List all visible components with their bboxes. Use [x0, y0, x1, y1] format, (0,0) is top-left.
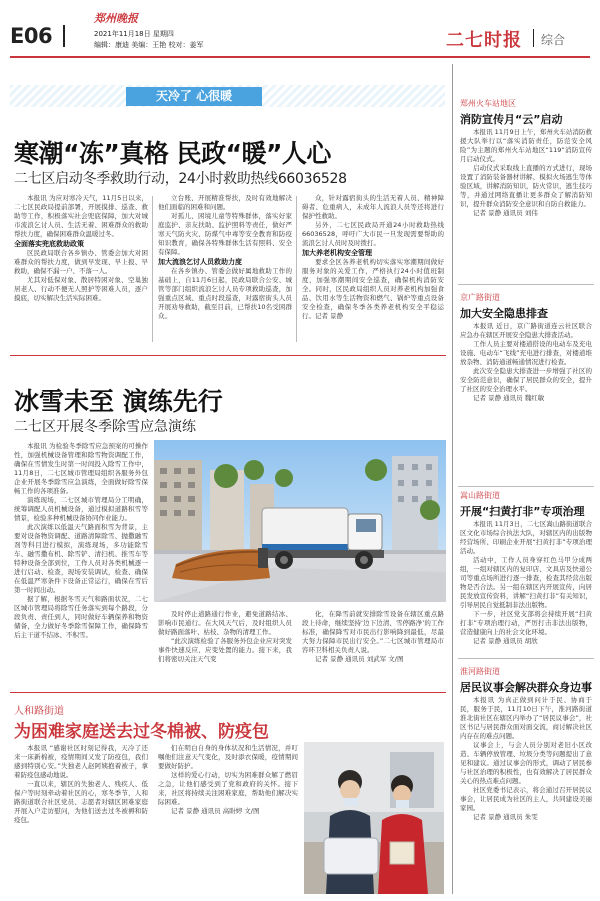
story3-byline: 记者 景静 通讯员 高盼婷 文/图: [171, 807, 260, 815]
sidebar-item4-headline: 居民议事会解决群众身边事: [460, 681, 592, 694]
story2-paragraph: 及时停止道路通行作业，避免道路结冰、影响市民通行。在大风天气后，及时组织人员做好路面落叶、枯枝、杂物的清理工作。: [158, 610, 292, 636]
issue-date: 2021年11月18日 星期四: [94, 30, 174, 38]
sidebar-separator: [458, 284, 594, 285]
sidebar-byline: 记者 景静 通讯员 朱雯: [473, 813, 538, 821]
volunteer-visit-photo: [304, 742, 444, 894]
story3-headline: 为困难家庭送去过冬棉被、防疫包: [14, 722, 269, 742]
story2-column-2: [158, 610, 292, 680]
paper-logo: 郑州晚报: [94, 12, 138, 25]
section-title: 二七时报: [446, 30, 522, 51]
sidebar-item2-headline: 加大安全隐患排查: [460, 307, 548, 320]
story1-subhead: 加大流浪乞讨人员救助力度: [158, 258, 242, 266]
sidebar-item3-headline: 开展“扫黄打非”专项治理: [460, 505, 585, 518]
section-kind: 综合: [541, 33, 566, 47]
page-number-bar: [63, 25, 65, 47]
story2-paragraph: 据了解，根据冬雪天气和路面状况，二七区城市管理局将除雪任务落实到每个路段，分段负责、责任到人，同时做好车辆保养和物资储备，全力做好冬季除雪保障工作，确保降雪后主干道不结冰、不积雪。: [14, 595, 148, 639]
sidebar-item1-headline: 消防宣传月“云”启动: [460, 113, 563, 126]
sidebar-paragraph: 本报讯 11月9日上午，郑州火车站消防救援大队举行以“落实消防责任，防范安全风险”为主题的郑州火车站地区“119”消防宣传月启动仪式。: [460, 128, 592, 163]
story1-paragraph: 对孤儿、困境儿童等特殊群体，落实好家庭监护、亲友扶助、监护照料等责任，做好严寒天气防火灾、防煤气中毒等安全教育和防疫知识教育，确保各特殊群体生活有照料、安全有保障。: [158, 212, 292, 256]
story1-headline: 寒潮“冻”真格 民政“暖”人心: [14, 139, 331, 168]
sidebar-paragraph: 本报讯 为真正做到问计于民、协商于民，服务于民，11月10日下午，淮河路街道淮北街社区在辖区内举办了“居民议事会”，社区书记与居民群众面对面交流，商讨解决社区内存在的难点问题。: [460, 696, 592, 740]
sidebar-paragraph: 社区党委书记表示，将会通过召开居民议事会，让居民成为社区的主人，共同建设美丽家园。: [460, 786, 592, 812]
story2-byline: 记者 景静 通讯员 刘武军 文/图: [315, 655, 404, 663]
section-divider: [533, 29, 534, 47]
story3-column-2: [158, 744, 298, 894]
story2-paragraph: 此次演练以低温天气路面积雪为背景，主要对设备物资调配、道路清障除雪、抛撒融雪剂等科目进行模拟，演练现场，多功能除雪车、融雪撒布机、除雪铲、清扫机、推雪车等特种设备全部到位，工作人员对各类机械逐一进行启动、检查，现场安装调试，检查、确保在低温严寒条件下设备正常运行，确保在雪后第一时间出动。: [14, 523, 148, 594]
story1-subhead: 加大养老机构安全管理: [302, 249, 372, 257]
sidebar-separator: [458, 658, 594, 659]
sidebar-item3-category: 嵩山路街道: [460, 491, 500, 500]
story3-paragraph: 一直以来，辖区的失独老人、残疾人、低保户等时刻牵动着社区的心，寒冬季节，人和路街道联合社区党员、志愿者对辖区困难家庭开展入户走访慰问，为他们送去过冬被褥和防疫包。: [14, 780, 148, 824]
story1-paragraph: 本报讯 为应对寒冷天气，11月5日以来，二七区民政局提前部署，开展摸排、巡查、救助等工作，积极落实社会兜底保障，加大对城市流浪乞讨人员、生活无着、困难群众的救助帮扶力度，确保困难群众温暖过冬。: [14, 194, 148, 238]
story2-subheadline: 二七区开展冬季除雪应急演练: [14, 419, 196, 435]
sidebar-paragraph: 议事会上，与会人员分别对老旧小区改造、车辆停放管理、垃圾分类等问题提出了意见和建议。通过议事会的形式，调动了居民参与社区治理的积极性，也有效解决了居民群众关心的热点难点问题。: [460, 741, 592, 785]
sidebar-item2-body: [460, 322, 592, 478]
sidebar-item4-category: 淮河路街道: [460, 667, 500, 676]
sidebar-byline: 记者 景静 通讯员 刘伟: [473, 209, 538, 217]
editor-credits: 编辑：康迪 美编：王艳 校对：姜军: [94, 41, 204, 49]
sidebar-byline: 记者 景静 通讯员 胡欣: [473, 637, 538, 645]
story1-paragraph: 另外，二七区民政局开通24小时救助热线66036528，呼吁广大市民一旦发现需要帮助的流浪乞讨人员时及时拨打。: [302, 221, 444, 247]
sidebar-item4-body: [460, 696, 592, 894]
sidebar-item2-category: 京广路街道: [460, 293, 500, 302]
story2-paragraph: 本报讯 为检验冬季除雪应急预案的可操作性，加强机械设备管理和除雪物资调配工作，确保在雪情发生时第一时间投入除雪工作中，11月8日，二七区城市管理局组织各服务外包企业开展冬季除雪应急演练，全面做好除雪保畅工作的各项准备。: [14, 442, 148, 495]
sidebar-paragraph: 活动中，工作人员身穿红色马甲分成两组，一组对辖区内的复印店、文具店及快递公司等重点场所进行逐一排查，检查其经营出版物是否合法。另一组在辖区内开展宣传，向居民发放宣传资料，讲解“扫黄打非”有关知识，引导居民自觉抵制非法出版物。: [460, 556, 592, 609]
snow-truck-photo: [154, 440, 446, 602]
banner-label: 天冷了 心很暖: [126, 87, 262, 106]
masthead: [0, 0, 600, 58]
story2-headline: 冰雪未至 演练先行: [14, 387, 223, 416]
story1-column-1: [14, 194, 148, 342]
sidebar-item1-category: 郑州火车站地区: [460, 99, 516, 108]
page-number: E06: [10, 24, 53, 48]
story1-column-3: [302, 194, 444, 342]
column-rule: [296, 196, 297, 342]
sidebar-item1-body: [460, 128, 592, 276]
story1-column-2: [158, 194, 292, 342]
sidebar-divider: [452, 64, 453, 894]
sidebar-paragraph: 本报讯 11月3日，二七区嵩山路街道联合区文化市场综合执法大队，对辖区内的出版物经营场所、印刷企业开展“扫黄打非”专项治理活动。: [460, 520, 592, 555]
story1-paragraph: 尤其对低保对象、散居特困对象、空巢独居老人、行动不便无人照护等困难人员，逐户摸底，切实解决生活实际困难。: [14, 276, 148, 302]
story3-paragraph: 们在明白自身的身体状况和生活情况，并叮嘱他们注意天气变化，及时添衣保暖，疫情期间要做好防护。: [158, 744, 298, 770]
sidebar-paragraph: 此次安全隐患大排查进一步增强了社区的安全防范意识，确保了居民群众的安全，提升了社区的安全治理水平。: [460, 367, 592, 393]
story3-paragraph: 本报讯 “感谢社区时刻记得我，天冷了还来一床新棉被，疫情期间又发了防疫包，我们感到特别心安。”失独老人赵阿姨抱着被子，拿着防疫包感动地说。: [14, 744, 148, 779]
column-rule: [152, 196, 153, 342]
story3-column-1: [14, 744, 148, 894]
masthead-rule: [10, 56, 590, 58]
sidebar-byline: 记者 景静 通讯员 魏红敏: [473, 394, 545, 402]
story1-paragraph: 众，针对露宿街头的生活无着人员、精神障碍者、危重病人，未成年人流浪人员等还将进行保护性救助。: [302, 194, 444, 220]
story2-column-1: [14, 442, 148, 680]
story1-paragraph: 要求全区各养老机构切实落实寒潮期间做好服务对象的关爱工作，严格执行24小时值班制度，加强寒潮期间安全巡查，确保机构消防安全。同时，区民政局组织人员对养老机构加强食品、饮用水等生活物资和燃气、锅炉等重点设备安全检查，确保冬季各类养老机构安全平稳运行。记者 景静: [302, 258, 444, 320]
story1-paragraph: 在各乡镇办、管委会做好属地救助工作的基础上，自11月6日起，民政局联合公安、城管等部门组织流浪乞讨人员专项救助巡查，加强重点区域、重点时段巡查，对露宿街头人员开展劝导救助，截至目前，已帮扶10名受困群众。: [158, 267, 292, 320]
story3-kicker: 人和路街道: [14, 706, 64, 717]
story1-paragraph: 区民政局联合各乡镇办、管委会加大对困难群众的帮扶力度，做到早发现、早上报、早救助，确保不漏一户、不落一人。: [14, 249, 148, 275]
story-separator: [10, 692, 446, 693]
story-separator: [10, 355, 446, 356]
story2-paragraph: 化，在降雪前就安排除雪设备在辖区重点路段上待命，继续坚持‘边下边清、雪停路净’的工作标准，确保降雪对市民出行影响降到最低，尽最大努力保障市民出行安全。”二七区城市管理局市容环卫科相关负责人说。: [302, 610, 444, 654]
sidebar-paragraph: 启动仪式采取线上直播的方式进行，现场设置了消防装备器材讲解、模拟火场逃生等体验区域，讲解消防知识，防火常识，逃生技巧等，并通过网络直播让更多群众了解消防知识，提升群众消防安全意识和自防自救能力。: [460, 164, 592, 208]
story2-paragraph: “此次演练检验了各服务外包企业应对突发事件快速反应、应变处置的能力。接下来，我们将密切关注天气变: [158, 637, 292, 663]
sidebar-paragraph: 下一步，社区党支部将会持续开展“扫黄打非”专项治理行动，严厉打击非法出版物，营造健康向上的社会文化环境。: [460, 610, 592, 636]
story1-subheadline: 二七区启动冬季救助行动，24小时救助热线66036528: [14, 171, 347, 187]
story1-subhead: 全面落实兜底救助政策: [14, 240, 84, 248]
sidebar-item3-body: [460, 520, 592, 652]
story3-paragraph: 这样的爱心行动，切实为困难群众解了燃眉之急，让他们感受到了党和政府的关怀。接下来，社区将持续关注困难家庭，帮助他们解决实际困难。: [158, 771, 298, 806]
sidebar-paragraph: 本报讯 近日，京广路街道连云社区联合应急办在辖区开展安全隐患大排查活动。: [460, 322, 592, 339]
story2-column-3: [302, 610, 444, 680]
sidebar-paragraph: 工作人员主要对楼道搭设的电动车及充电设施、电动车“飞线”充电进行排查，对楼道堆放杂物、消防通道畅通情况进行检查。: [460, 340, 592, 366]
story2-paragraph: 演练现场，二七区城市管理局分工明确，统筹调配人员机械设备，通过模拟道路积雪等情景，检验多种机械设备协同作业能力。: [14, 496, 148, 522]
sidebar-separator: [458, 486, 594, 487]
story1-paragraph: 立台账、开展精准帮扶，及时有效地解决他们面临的困难和问题。: [158, 194, 292, 211]
